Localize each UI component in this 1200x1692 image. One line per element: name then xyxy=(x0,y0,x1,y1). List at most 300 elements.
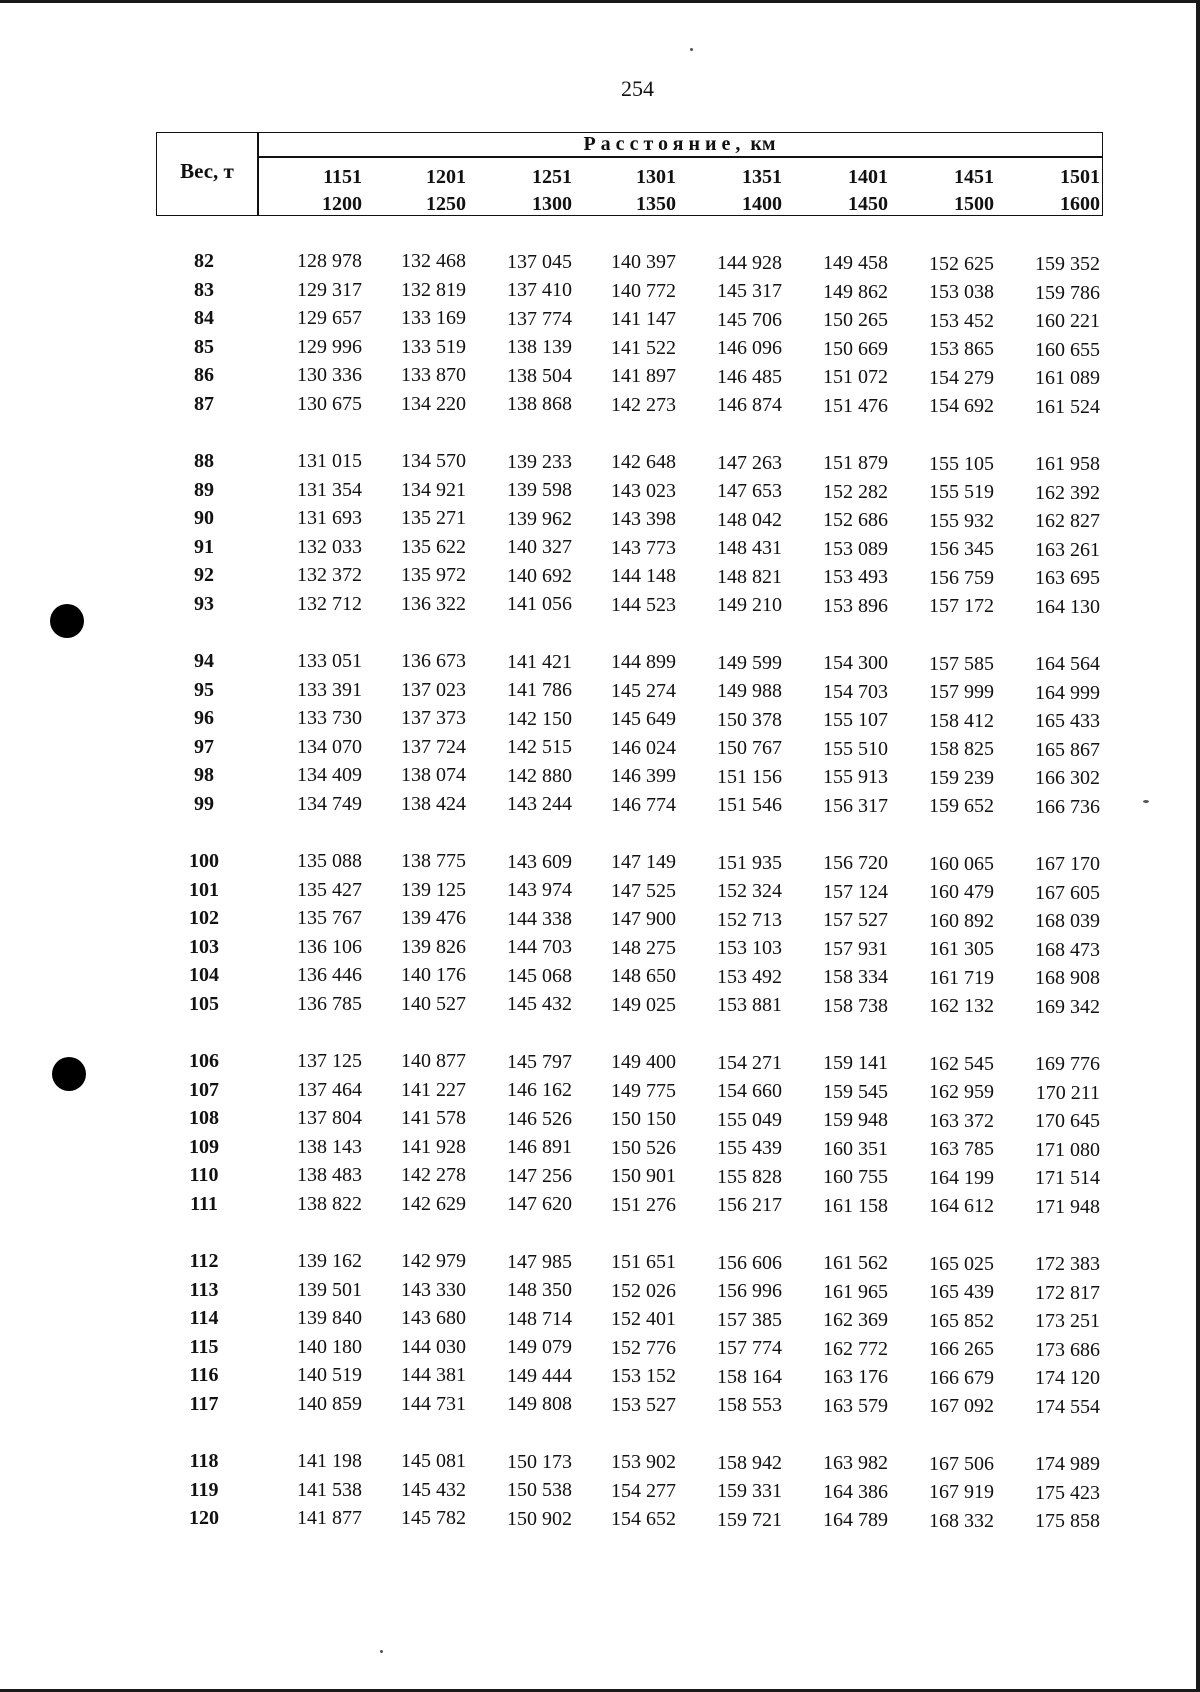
price-cell: 142 278 xyxy=(401,1164,466,1187)
column-header-to: 1350 xyxy=(636,193,676,215)
price-cell: 144 731 xyxy=(401,1392,466,1415)
price-cell: 145 797 xyxy=(507,1050,572,1073)
price-cell: 143 330 xyxy=(401,1278,466,1301)
price-cell: 137 373 xyxy=(401,707,466,730)
price-cell: 160 655 xyxy=(1035,338,1100,361)
price-cell: 149 988 xyxy=(717,680,782,703)
table-row xyxy=(0,561,1200,589)
price-cell: 159 141 xyxy=(823,1052,888,1075)
price-cell: 142 273 xyxy=(611,393,676,416)
price-cell: 165 867 xyxy=(1035,738,1100,761)
price-cell: 157 585 xyxy=(929,652,994,675)
price-cell: 175 858 xyxy=(1035,1510,1100,1533)
price-cell: 129 657 xyxy=(297,307,362,329)
price-cell: 150 526 xyxy=(611,1136,676,1159)
price-cell: 135 088 xyxy=(297,850,362,872)
price-cell: 146 485 xyxy=(717,365,782,388)
weight-cell: 111 xyxy=(190,1192,218,1215)
price-cell: 156 317 xyxy=(823,794,888,817)
price-cell: 145 706 xyxy=(717,308,782,331)
price-cell: 153 492 xyxy=(717,965,782,988)
weight-cell: 119 xyxy=(189,1478,219,1501)
table-row xyxy=(0,761,1200,789)
price-cell: 146 399 xyxy=(611,765,676,788)
table-row xyxy=(0,1476,1200,1504)
price-cell: 136 106 xyxy=(297,935,362,958)
price-cell: 149 458 xyxy=(823,252,888,275)
price-cell: 153 902 xyxy=(611,1451,676,1474)
table-row xyxy=(0,1390,1200,1418)
price-cell: 158 553 xyxy=(717,1394,782,1417)
price-cell: 158 334 xyxy=(823,966,888,989)
weight-cell: 97 xyxy=(194,735,214,758)
price-cell: 164 386 xyxy=(823,1480,888,1503)
column-header-to: 1250 xyxy=(426,193,466,215)
price-cell: 141 897 xyxy=(611,365,676,388)
price-cell: 132 033 xyxy=(297,535,362,558)
price-cell: 155 049 xyxy=(717,1108,782,1131)
price-cell: 164 130 xyxy=(1035,595,1100,618)
table-row xyxy=(0,476,1200,504)
price-cell: 163 176 xyxy=(823,1366,888,1389)
price-cell: 133 870 xyxy=(401,364,466,387)
table-row xyxy=(0,533,1200,561)
price-cell: 145 432 xyxy=(507,993,572,1016)
price-cell: 141 198 xyxy=(297,1450,362,1472)
price-cell: 149 025 xyxy=(611,993,676,1016)
price-cell: 138 775 xyxy=(401,850,466,873)
price-cell: 138 822 xyxy=(297,1192,362,1215)
price-cell: 150 265 xyxy=(823,309,888,332)
price-cell: 154 277 xyxy=(611,1479,676,1502)
price-cell: 143 609 xyxy=(507,850,572,873)
price-cell: 151 546 xyxy=(717,794,782,817)
price-cell: 134 749 xyxy=(297,792,362,815)
price-cell: 155 107 xyxy=(823,709,888,732)
weight-cell: 114 xyxy=(189,1307,219,1329)
weight-cell: 92 xyxy=(194,564,214,586)
price-cell: 143 244 xyxy=(507,793,572,816)
column-header-to: 1450 xyxy=(848,193,888,215)
price-cell: 166 679 xyxy=(929,1366,994,1389)
price-cell: 149 808 xyxy=(507,1393,572,1416)
price-cell: 137 045 xyxy=(507,250,572,273)
price-cell: 139 840 xyxy=(297,1307,362,1329)
price-cell: 140 519 xyxy=(297,1364,362,1386)
price-cell: 157 124 xyxy=(823,880,888,903)
price-cell: 155 519 xyxy=(929,481,994,504)
price-cell: 153 896 xyxy=(823,594,888,617)
price-cell: 154 300 xyxy=(823,652,888,675)
price-cell: 164 564 xyxy=(1035,653,1100,676)
price-cell: 145 274 xyxy=(611,679,676,702)
price-cell: 146 024 xyxy=(611,736,676,759)
price-cell: 166 736 xyxy=(1035,795,1100,818)
price-cell: 145 432 xyxy=(401,1478,466,1501)
table-row xyxy=(0,1247,1200,1275)
price-cell: 142 648 xyxy=(611,451,676,474)
price-cell: 134 921 xyxy=(401,478,466,501)
table-row xyxy=(0,1333,1200,1361)
weight-cell: 85 xyxy=(194,335,214,358)
price-cell: 171 948 xyxy=(1035,1195,1100,1218)
price-cell: 163 695 xyxy=(1035,567,1100,590)
weight-cell: 104 xyxy=(189,964,219,986)
price-cell: 167 919 xyxy=(929,1481,994,1504)
price-cell: 140 527 xyxy=(401,992,466,1015)
price-cell: 131 693 xyxy=(297,507,362,529)
price-cell: 168 039 xyxy=(1035,910,1100,933)
weight-cell: 117 xyxy=(189,1392,219,1415)
price-cell: 153 452 xyxy=(929,309,994,332)
table-row xyxy=(0,704,1200,732)
price-cell: 153 089 xyxy=(823,537,888,560)
price-cell: 139 162 xyxy=(297,1250,362,1272)
price-cell: 159 352 xyxy=(1035,253,1100,276)
table-row xyxy=(0,1276,1200,1304)
price-cell: 175 423 xyxy=(1035,1481,1100,1504)
price-cell: 152 776 xyxy=(611,1336,676,1359)
price-cell: 156 759 xyxy=(929,566,994,589)
weight-cell: 105 xyxy=(189,992,219,1015)
price-cell: 150 902 xyxy=(507,1507,572,1530)
table-row xyxy=(0,876,1200,904)
price-cell: 135 767 xyxy=(297,907,362,929)
price-cell: 149 444 xyxy=(507,1364,572,1387)
price-cell: 168 332 xyxy=(929,1509,994,1532)
price-cell: 136 673 xyxy=(401,650,466,673)
price-cell: 161 719 xyxy=(929,966,994,989)
price-cell: 132 468 xyxy=(401,250,466,273)
price-cell: 155 828 xyxy=(717,1165,782,1188)
price-cell: 167 605 xyxy=(1035,881,1100,904)
price-cell: 174 120 xyxy=(1035,1367,1100,1390)
column-header-from: 1201 xyxy=(426,166,466,188)
price-cell: 141 522 xyxy=(611,336,676,359)
weight-cell: 82 xyxy=(194,250,214,272)
column-header-from: 1251 xyxy=(532,166,572,188)
price-cell: 165 852 xyxy=(929,1309,994,1332)
column-header-from: 1501 xyxy=(1060,166,1100,188)
price-cell: 141 877 xyxy=(297,1507,362,1529)
price-cell: 157 172 xyxy=(929,595,994,618)
weight-cell: 112 xyxy=(189,1250,219,1272)
price-cell: 145 782 xyxy=(401,1507,466,1530)
price-cell: 159 721 xyxy=(717,1508,782,1531)
price-cell: 144 928 xyxy=(717,251,782,274)
distance-header-unit: км xyxy=(745,133,776,155)
table-row xyxy=(0,504,1200,532)
price-cell: 138 139 xyxy=(507,336,572,359)
price-cell: 150 378 xyxy=(717,708,782,731)
price-cell: 162 959 xyxy=(929,1081,994,1104)
price-cell: 163 785 xyxy=(929,1138,994,1161)
weight-cell: 83 xyxy=(194,278,214,301)
price-cell: 147 653 xyxy=(717,480,782,503)
price-cell: 151 156 xyxy=(717,765,782,788)
price-cell: 153 152 xyxy=(611,1365,676,1388)
table-row xyxy=(0,847,1200,875)
price-cell: 146 162 xyxy=(507,1079,572,1102)
price-cell: 133 519 xyxy=(401,335,466,358)
price-cell: 161 562 xyxy=(823,1252,888,1275)
column-header-from: 1151 xyxy=(323,166,362,188)
price-cell: 148 350 xyxy=(507,1279,572,1302)
table-row xyxy=(0,1304,1200,1332)
price-cell: 135 427 xyxy=(297,878,362,901)
weight-cell: 96 xyxy=(194,707,214,729)
price-cell: 141 147 xyxy=(611,308,676,331)
price-cell: 136 785 xyxy=(297,992,362,1015)
table-row xyxy=(0,1104,1200,1132)
price-cell: 160 892 xyxy=(929,909,994,932)
price-cell: 157 527 xyxy=(823,909,888,932)
price-cell: 163 982 xyxy=(823,1452,888,1475)
price-cell: 143 680 xyxy=(401,1307,466,1330)
weight-cell: 94 xyxy=(194,650,214,672)
price-cell: 152 324 xyxy=(717,880,782,903)
column-header-to: 1400 xyxy=(742,193,782,215)
price-cell: 147 256 xyxy=(507,1164,572,1187)
price-cell: 168 473 xyxy=(1035,938,1100,961)
price-cell: 140 327 xyxy=(507,536,572,559)
price-cell: 167 506 xyxy=(929,1452,994,1475)
price-cell: 129 317 xyxy=(297,278,362,301)
price-cell: 132 712 xyxy=(297,592,362,615)
table-row xyxy=(0,1361,1200,1389)
price-cell: 167 092 xyxy=(929,1395,994,1418)
weight-cell: 118 xyxy=(189,1450,219,1472)
column-header-from: 1451 xyxy=(954,166,994,188)
price-cell: 138 143 xyxy=(297,1135,362,1158)
price-cell: 141 056 xyxy=(507,593,572,616)
price-cell: 139 233 xyxy=(507,450,572,473)
price-cell: 137 023 xyxy=(401,678,466,701)
table-row xyxy=(0,933,1200,961)
price-cell: 152 401 xyxy=(611,1308,676,1331)
price-cell: 157 999 xyxy=(929,681,994,704)
price-cell: 142 150 xyxy=(507,707,572,730)
weight-cell: 101 xyxy=(189,878,219,901)
price-cell: 145 081 xyxy=(401,1450,466,1473)
table-row xyxy=(0,304,1200,332)
price-cell: 142 880 xyxy=(507,764,572,787)
price-cell: 160 479 xyxy=(929,881,994,904)
price-cell: 161 089 xyxy=(1035,367,1100,390)
price-cell: 136 446 xyxy=(297,964,362,986)
price-cell: 140 176 xyxy=(401,964,466,987)
price-cell: 147 985 xyxy=(507,1250,572,1273)
price-cell: 149 400 xyxy=(611,1051,676,1074)
price-cell: 149 079 xyxy=(507,1336,572,1359)
price-cell: 158 164 xyxy=(717,1365,782,1388)
price-cell: 162 392 xyxy=(1035,481,1100,504)
column-header-from: 1301 xyxy=(636,166,676,188)
price-cell: 132 819 xyxy=(401,278,466,301)
price-cell: 164 199 xyxy=(929,1166,994,1189)
price-cell: 149 210 xyxy=(717,594,782,617)
price-cell: 159 331 xyxy=(717,1480,782,1503)
price-cell: 148 042 xyxy=(717,508,782,531)
price-cell: 130 336 xyxy=(297,364,362,386)
price-cell: 162 772 xyxy=(823,1337,888,1360)
weight-cell: 90 xyxy=(194,507,214,529)
price-cell: 131 354 xyxy=(297,478,362,501)
price-cell: 165 025 xyxy=(929,1252,994,1275)
price-cell: 156 720 xyxy=(823,852,888,875)
price-cell: 157 931 xyxy=(823,937,888,960)
price-cell: 154 652 xyxy=(611,1508,676,1531)
price-cell: 138 504 xyxy=(507,364,572,387)
column-header-to: 1300 xyxy=(532,193,572,215)
weight-cell: 100 xyxy=(189,850,219,872)
price-cell: 157 385 xyxy=(717,1308,782,1331)
weight-cell: 93 xyxy=(194,592,214,615)
price-cell: 162 132 xyxy=(929,995,994,1018)
price-cell: 154 271 xyxy=(717,1051,782,1074)
price-cell: 159 948 xyxy=(823,1109,888,1132)
price-cell: 137 410 xyxy=(507,279,572,302)
price-cell: 145 068 xyxy=(507,964,572,987)
table-row xyxy=(0,1133,1200,1161)
price-cell: 150 901 xyxy=(611,1165,676,1188)
weight-cell: 89 xyxy=(194,478,214,501)
price-cell: 134 570 xyxy=(401,450,466,473)
table-row xyxy=(0,733,1200,761)
price-cell: 161 958 xyxy=(1035,453,1100,476)
price-cell: 141 578 xyxy=(401,1107,466,1130)
price-cell: 146 096 xyxy=(717,337,782,360)
price-cell: 144 899 xyxy=(611,651,676,674)
table-row xyxy=(0,590,1200,618)
price-cell: 136 322 xyxy=(401,592,466,615)
price-cell: 158 738 xyxy=(823,994,888,1017)
price-cell: 162 827 xyxy=(1035,510,1100,533)
price-cell: 152 026 xyxy=(611,1279,676,1302)
price-cell: 150 669 xyxy=(823,337,888,360)
table-row xyxy=(0,961,1200,989)
price-cell: 143 023 xyxy=(611,479,676,502)
price-cell: 153 865 xyxy=(929,338,994,361)
price-cell: 148 275 xyxy=(611,936,676,959)
price-cell: 166 265 xyxy=(929,1338,994,1361)
column-header-to: 1600 xyxy=(1060,193,1100,215)
price-cell: 147 263 xyxy=(717,451,782,474)
price-cell: 137 804 xyxy=(297,1107,362,1129)
price-cell: 148 650 xyxy=(611,965,676,988)
price-cell: 133 730 xyxy=(297,707,362,729)
price-cell: 143 974 xyxy=(507,879,572,902)
price-cell: 140 397 xyxy=(611,251,676,274)
price-cell: 135 271 xyxy=(401,507,466,530)
price-cell: 137 125 xyxy=(297,1050,362,1072)
weight-cell: 107 xyxy=(189,1078,219,1101)
price-cell: 133 051 xyxy=(297,650,362,672)
weight-cell: 120 xyxy=(189,1507,219,1529)
price-cell: 156 996 xyxy=(717,1280,782,1303)
price-cell: 133 169 xyxy=(401,307,466,330)
price-cell: 146 774 xyxy=(611,793,676,816)
price-cell: 156 217 xyxy=(717,1194,782,1217)
price-cell: 158 942 xyxy=(717,1451,782,1474)
price-cell: 152 282 xyxy=(823,480,888,503)
price-cell: 167 170 xyxy=(1035,853,1100,876)
price-cell: 162 545 xyxy=(929,1052,994,1075)
weight-column-header: Вес, т xyxy=(180,159,234,183)
column-header-from: 1351 xyxy=(742,166,782,188)
price-cell: 141 227 xyxy=(401,1078,466,1101)
price-cell: 133 391 xyxy=(297,678,362,701)
price-cell: 159 545 xyxy=(823,1080,888,1103)
price-cell: 131 015 xyxy=(297,450,362,472)
price-cell: 157 774 xyxy=(717,1337,782,1360)
price-cell: 145 317 xyxy=(717,280,782,303)
price-cell: 150 538 xyxy=(507,1479,572,1502)
weight-cell: 99 xyxy=(194,792,214,815)
price-cell: 147 620 xyxy=(507,1193,572,1216)
price-cell: 134 220 xyxy=(401,392,466,415)
weight-cell: 116 xyxy=(189,1364,219,1386)
price-cell: 151 476 xyxy=(823,394,888,417)
price-cell: 140 859 xyxy=(297,1392,362,1415)
column-header-from: 1401 xyxy=(848,166,888,188)
price-cell: 155 105 xyxy=(929,452,994,475)
weight-cell: 87 xyxy=(194,392,214,415)
price-cell: 155 932 xyxy=(929,509,994,532)
price-cell: 151 276 xyxy=(611,1193,676,1216)
price-cell: 139 962 xyxy=(507,507,572,530)
table-row xyxy=(0,647,1200,675)
price-cell: 141 786 xyxy=(507,679,572,702)
table-row xyxy=(0,390,1200,418)
price-cell: 139 125 xyxy=(401,878,466,901)
price-cell: 128 978 xyxy=(297,250,362,272)
price-cell: 153 493 xyxy=(823,566,888,589)
price-cell: 161 965 xyxy=(823,1280,888,1303)
price-cell: 163 372 xyxy=(929,1109,994,1132)
table-row xyxy=(0,361,1200,389)
price-cell: 144 030 xyxy=(401,1335,466,1358)
weight-cell: 98 xyxy=(194,764,214,786)
price-cell: 164 612 xyxy=(929,1195,994,1218)
price-cell: 172 817 xyxy=(1035,1281,1100,1304)
column-header-to: 1500 xyxy=(954,193,994,215)
price-cell: 155 913 xyxy=(823,766,888,789)
price-cell: 150 150 xyxy=(611,1108,676,1131)
price-cell: 130 675 xyxy=(297,392,362,415)
table-row xyxy=(0,1504,1200,1532)
price-cell: 166 302 xyxy=(1035,767,1100,790)
price-cell: 140 180 xyxy=(297,1335,362,1358)
price-cell: 158 412 xyxy=(929,709,994,732)
price-cell: 139 598 xyxy=(507,479,572,502)
price-cell: 140 692 xyxy=(507,564,572,587)
price-cell: 156 606 xyxy=(717,1251,782,1274)
price-cell: 148 431 xyxy=(717,537,782,560)
price-cell: 143 773 xyxy=(611,536,676,559)
price-cell: 139 476 xyxy=(401,907,466,930)
price-cell: 149 775 xyxy=(611,1079,676,1102)
column-header-to: 1200 xyxy=(322,193,362,215)
weight-cell: 91 xyxy=(194,535,214,558)
weight-cell: 108 xyxy=(189,1107,219,1129)
weight-cell: 106 xyxy=(189,1050,219,1072)
table-row xyxy=(0,333,1200,361)
price-cell: 165 439 xyxy=(929,1281,994,1304)
price-cell: 149 599 xyxy=(717,651,782,674)
price-cell: 159 239 xyxy=(929,766,994,789)
table-row xyxy=(0,276,1200,304)
